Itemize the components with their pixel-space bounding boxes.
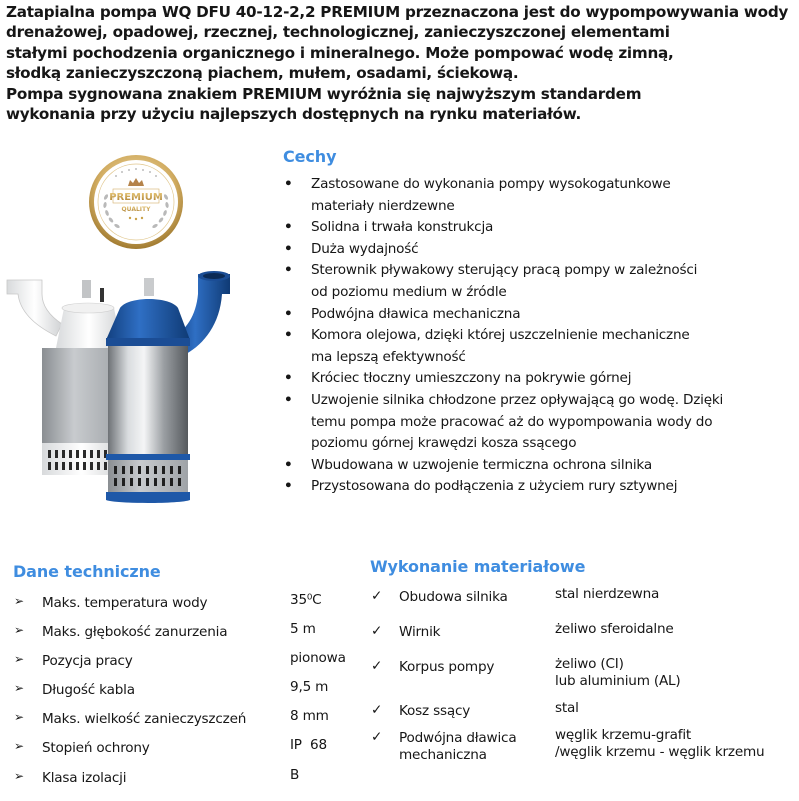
bullet-icon: • bbox=[284, 240, 293, 257]
feature-text: poziomu górnej krawędzi kosza ssącego bbox=[311, 435, 577, 452]
intro-line: Zatapialna pompa WQ DFU 40-12-2,2 PREMIUM przeznaczona jest do wypompowywania wody bbox=[6, 3, 789, 21]
bullet-icon: • bbox=[284, 391, 293, 408]
tech-value: IP 68 bbox=[290, 737, 327, 754]
feature-item bbox=[283, 217, 798, 239]
tech-row bbox=[0, 737, 365, 766]
check-icon: ✓ bbox=[371, 729, 383, 745]
bullet-icon: • bbox=[284, 370, 293, 387]
feature-text: materiały nierdzewne bbox=[311, 197, 455, 214]
white-pump bbox=[7, 280, 122, 475]
material-value: żeliwo (CI) lub aluminium (AL) bbox=[555, 656, 681, 689]
feature-item bbox=[283, 260, 798, 303]
material-label: Kosz ssący bbox=[399, 703, 471, 719]
arrow-icon: ➢ bbox=[14, 681, 24, 696]
tech-label: Długość kabla bbox=[42, 682, 135, 699]
tech-value: 9,5 m bbox=[290, 679, 329, 696]
feature-text: Duża wydajność bbox=[311, 240, 419, 257]
arrow-icon: ➢ bbox=[14, 739, 24, 754]
tech-label: Maks. temperatura wody bbox=[42, 595, 208, 611]
feature-text: Komora olejowa, dzięki której uszczelnienie mechaniczne bbox=[311, 327, 690, 344]
material-row bbox=[360, 621, 799, 656]
feature-text: Uzwojenie silnika chłodzone przez opływającą go wodę. Dzięki bbox=[311, 391, 724, 408]
tech-row bbox=[0, 592, 365, 621]
material-label: Korpus pompy bbox=[399, 659, 495, 675]
features-list bbox=[283, 174, 798, 498]
seal-quality-text: QUALITY bbox=[121, 206, 151, 213]
feature-text: ma lepszą efektywność bbox=[311, 348, 466, 365]
bullet-icon: • bbox=[284, 327, 293, 344]
tech-label: Pozycja pracy bbox=[42, 653, 133, 670]
material-value: żeliwo sferoidalne bbox=[555, 621, 674, 637]
check-icon: ✓ bbox=[371, 702, 383, 718]
tech-row bbox=[0, 621, 365, 650]
feature-text: Wbudowana w uzwojenie termiczna ochrona silnika bbox=[311, 456, 652, 473]
check-icon: ✓ bbox=[371, 658, 383, 674]
pumps-image bbox=[2, 268, 252, 508]
feature-item bbox=[283, 325, 798, 368]
arrow-icon: ➢ bbox=[14, 768, 24, 783]
tech-value: 5 m bbox=[290, 621, 316, 638]
bullet-icon: • bbox=[284, 262, 293, 279]
feature-text: Przystosowana do podłączenia z użyciem rury sztywnej bbox=[311, 478, 678, 495]
feature-text: Sterownik pływakowy sterujący pracą pompy w zależności bbox=[311, 262, 698, 279]
seal-premium-text: PREMIUM bbox=[109, 192, 163, 203]
bullet-icon: • bbox=[284, 219, 293, 236]
feature-item bbox=[283, 368, 798, 390]
arrow-icon: ➢ bbox=[14, 710, 24, 725]
tech-label: Klasa izolacji bbox=[42, 769, 127, 786]
feature-item bbox=[283, 390, 798, 455]
feature-item bbox=[283, 304, 798, 326]
feature-text: Króciec tłoczny umieszczony na pokrywie górnej bbox=[311, 370, 632, 387]
feature-text: temu pompa może pracować aż do wypompowania wody do bbox=[311, 413, 713, 430]
bullet-icon: • bbox=[284, 456, 293, 473]
material-value: węglik krzemu-grafit /węglik krzemu - węglik krzemu bbox=[555, 727, 765, 760]
material-row bbox=[360, 700, 799, 727]
feature-item bbox=[283, 239, 798, 261]
intro-line: wykonania przy użyciu najlepszych dostępnych na rynku materiałów. bbox=[6, 105, 582, 124]
arrow-icon: ➢ bbox=[14, 652, 24, 667]
arrow-icon: ➢ bbox=[14, 623, 24, 638]
material-value: stal nierdzewna bbox=[555, 586, 660, 602]
material-label: Wirnik bbox=[399, 624, 441, 640]
intro-paragraph bbox=[6, 2, 796, 124]
tech-label: Maks. głębokość zanurzenia bbox=[42, 624, 228, 641]
tech-data-heading: Dane techniczne bbox=[13, 562, 161, 581]
premium-quality-seal bbox=[86, 152, 186, 252]
blue-pump bbox=[106, 271, 230, 503]
material-value: stal bbox=[555, 700, 579, 716]
tech-value: 35⁰C bbox=[290, 592, 322, 608]
feature-text: Podwójna dławica mechaniczna bbox=[311, 305, 521, 322]
tech-value: 8 mm bbox=[290, 708, 329, 725]
tech-value: B bbox=[290, 766, 300, 783]
materials-heading: Wykonanie materiałowe bbox=[370, 557, 586, 576]
intro-line: Pompa sygnowana znakiem PREMIUM wyróżnia się najwyższym standardem bbox=[6, 84, 642, 103]
bullet-icon: • bbox=[284, 305, 293, 322]
tech-row bbox=[0, 650, 365, 679]
intro-line: słodką zanieczyszczoną piachem, mułem, osadami, ściekową. bbox=[6, 64, 519, 83]
intro-line: stałymi pochodzenia organicznego i mineralnego. Może pompować wodę zimną, bbox=[6, 43, 674, 62]
tech-data-list bbox=[0, 592, 365, 796]
tech-label: Stopień ochrony bbox=[42, 740, 150, 757]
feature-item bbox=[283, 455, 798, 477]
feature-text: Solidna i trwała konstrukcja bbox=[311, 219, 494, 236]
tech-row bbox=[0, 679, 365, 708]
arrow-icon: ➢ bbox=[14, 594, 24, 608]
feature-item bbox=[283, 476, 798, 498]
feature-text: Zastosowane do wykonania pompy wysokogatunkowe bbox=[311, 176, 671, 192]
tech-row bbox=[0, 767, 365, 796]
feature-text: od poziomu medium w źródle bbox=[311, 283, 507, 300]
features-heading: Cechy bbox=[283, 147, 337, 166]
material-label: Obudowa silnika bbox=[399, 589, 508, 605]
check-icon: ✓ bbox=[371, 588, 383, 604]
tech-row bbox=[0, 708, 365, 737]
material-label: Podwójna dławica mechaniczna bbox=[399, 730, 517, 763]
feature-item bbox=[283, 174, 798, 217]
tech-value: pionowa bbox=[290, 650, 346, 667]
materials-list bbox=[360, 586, 799, 767]
check-icon: ✓ bbox=[371, 623, 383, 639]
material-row bbox=[360, 727, 799, 767]
material-row bbox=[360, 656, 799, 700]
material-row bbox=[360, 586, 799, 621]
bullet-icon: • bbox=[284, 176, 293, 192]
intro-line: drenażowej, opadowej, rzecznej, technologicznej, zanieczyszczonej elementami bbox=[6, 23, 670, 42]
bullet-icon: • bbox=[284, 478, 293, 495]
tech-label: Maks. wielkość zanieczyszczeń bbox=[42, 711, 247, 728]
